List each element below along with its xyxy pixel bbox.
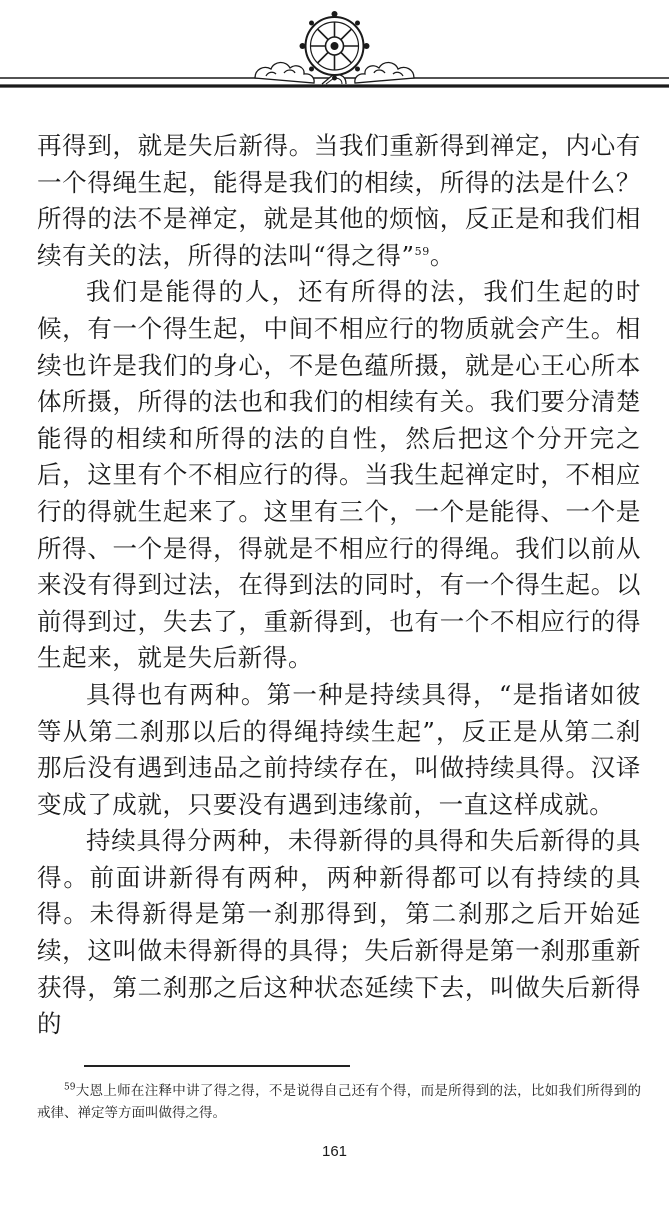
footnote-text: 大恩上师在注释中讲了得之得，不是说得自己还有个得，而是所得到的法，比如我们所得到的戒律、禅定等方面叫做得之得。 [37,1083,641,1121]
paragraph-end: 。 [429,240,455,270]
footnote-marker: 59 [64,1082,76,1093]
footnote-separator [84,1065,350,1067]
page-number: 161 [321,1143,348,1160]
dharma-wheel-icon [300,11,370,84]
page-header-ornament [0,0,669,100]
paragraph-text: 再得到，就是失后新得。当我们重新得到禅定，内心有一个得绳生起，能得是我们的相续，所得的法是什么？所得的法不是禅定，就是其他的烦恼，反正是和我们相续有关的法，所得的法叫“得之得” [37,131,641,270]
paragraph: 我们是能得的人，还有所得的法，我们生起的时候，有一个得生起，中间不相应行的物质就会产生。相续也许是我们的身心，不是色蕴所摄，就是心王心所本体所摄，所得的法也和我们的相续有关。我们要分清楚能得的相续和所得的法的自性，然后把这个分开完之后，这里有个不相应行的得。当我生起禅定时，不相应行的得就生起来了。这里有三个，一个是能得、一个是所得、一个是得，得就是不相应行的得绳。我们以前从来没有得到过法，在得到法的同时，有一个得生起。以前得到过，失去了，重新得到，也有一个不相应行的得生起来，就是失后新得。 [37,277,641,673]
paragraph: 持续具得分两种，未得新得的具得和失后新得的具得。前面讲新得有两种，两种新得都可以有持续的具得。未得新得是第一刹那得到，第二刹那之后开始延续，这叫做未得新得的具得；失后新得是第一刹那重新获得，第二刹那之后这种状态延续下去，叫做失后新得的 [37,826,641,1039]
footnote-reference[interactable]: 59 [414,244,430,258]
footnote-body [37,1080,641,1124]
main-body-text [37,128,641,1043]
auspicious-cloud-icon [355,62,414,83]
auspicious-cloud-icon [255,62,314,83]
footnote [37,1080,641,1124]
paragraph: 具得也有两种。第一种是持续具得，“是指诸如彼等从第二刹那以后的得绳持续生起”，反正是从第二刹那后没有遇到违品之前持续存在，叫做持续具得。汉译变成了成就，只要没有遇到违缘前，一直这样成就。 [37,679,641,819]
paragraph [37,128,641,274]
